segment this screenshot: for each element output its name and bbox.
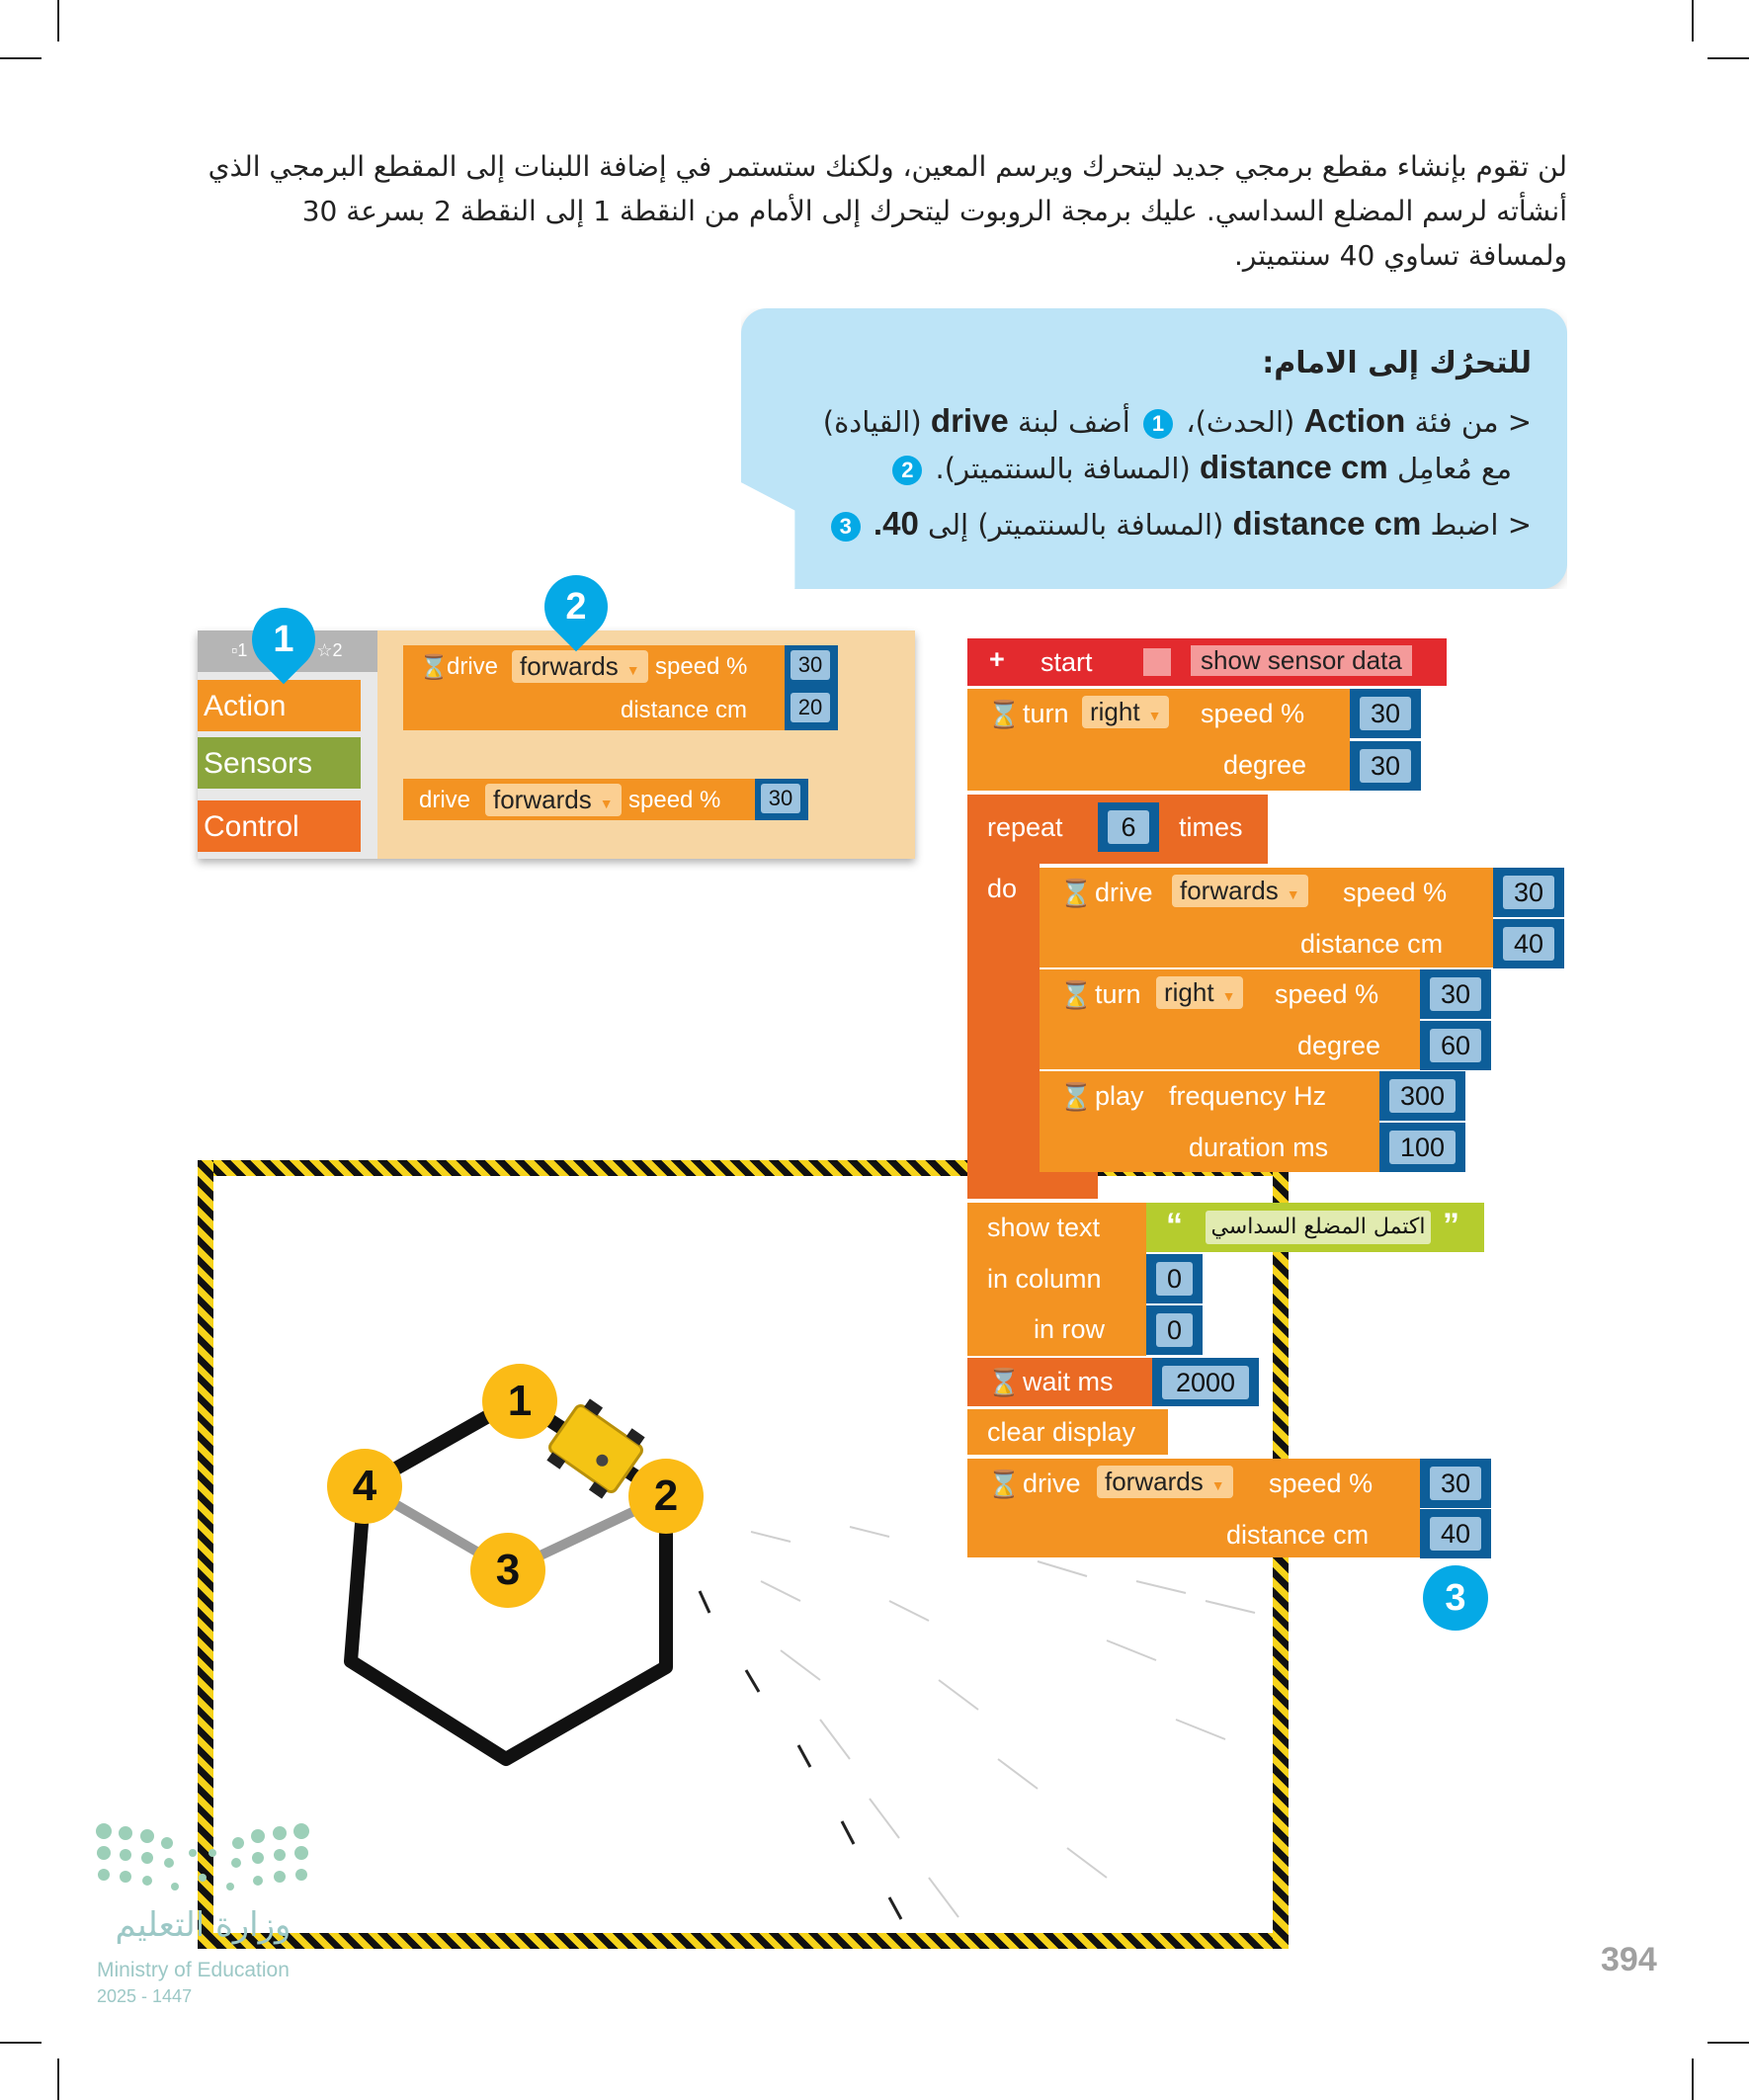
block-label: clear display	[987, 1417, 1136, 1447]
dropdown-arrow-icon: ▼	[1286, 886, 1300, 902]
speed-label: speed %	[1269, 1469, 1374, 1498]
dropdown-arrow-icon: ▼	[625, 662, 640, 678]
text: أضف لبنة	[1018, 405, 1130, 439]
value: 100	[1389, 1131, 1456, 1164]
point-4: 4	[327, 1449, 402, 1524]
ministry-logo-arabic: وزارة التعليم	[115, 1905, 292, 1945]
duration-label: duration ms	[1189, 1133, 1329, 1162]
block-label: drive	[1095, 878, 1153, 907]
hourglass-icon: ⌛	[419, 654, 449, 681]
callout-title: للتحرُك إلى الامام:	[1262, 346, 1532, 380]
marker-1: 1	[1143, 409, 1173, 439]
show-sensor-data-button[interactable]: show sensor data	[1191, 645, 1412, 676]
turn-block[interactable]	[967, 689, 1350, 791]
value: 20	[791, 693, 830, 722]
clear-display-block[interactable]	[967, 1409, 1168, 1455]
dropdown-value: right	[1164, 977, 1214, 1007]
hourglass-icon: ⌛	[987, 1470, 1021, 1499]
speed-label: speed %	[655, 653, 748, 680]
block-label: play	[1095, 1081, 1144, 1111]
distance-term: distance cm	[1199, 449, 1388, 485]
dropdown-arrow-icon: ▼	[1210, 1477, 1225, 1493]
value: 30	[761, 784, 800, 813]
dropdown-arrow-icon: ▼	[599, 796, 614, 811]
floor-dark-lines	[700, 1591, 901, 1919]
block-label: drive	[1023, 1469, 1081, 1498]
stop-icon[interactable]	[1143, 648, 1171, 676]
marker-pin-2-label: 2	[565, 586, 587, 628]
value: 30	[1360, 749, 1411, 783]
open-quote-icon: “	[1166, 1207, 1183, 1244]
value: 30	[791, 650, 830, 680]
repeat-label: repeat	[987, 812, 1063, 842]
repeat-do-arm	[967, 864, 1040, 1199]
frequency-value[interactable]	[1379, 1071, 1465, 1121]
direction-dropdown[interactable]	[1082, 696, 1169, 728]
value-term: 40.	[873, 505, 919, 542]
hourglass-icon: ⌛	[1059, 980, 1093, 1010]
category-control[interactable]: Control	[198, 800, 361, 852]
repeat-count[interactable]	[1098, 802, 1159, 852]
drive-block-final[interactable]	[967, 1459, 1420, 1557]
drive-block[interactable]	[1040, 868, 1493, 967]
direction-dropdown[interactable]	[1097, 1466, 1233, 1498]
drive-term: drive	[930, 402, 1009, 439]
value: 300	[1389, 1079, 1456, 1113]
floor-lines	[751, 1527, 1255, 1917]
ministry-logo-english: Ministry of Education	[97, 1959, 290, 1981]
speed-value[interactable]	[1493, 868, 1564, 917]
text-value[interactable]: اكتمل المضلع السداسي	[1206, 1211, 1431, 1244]
text: (القيادة)	[822, 405, 922, 439]
block-label: drive	[419, 787, 471, 813]
degree-label: degree	[1297, 1031, 1381, 1060]
close-quote-icon: ”	[1443, 1207, 1459, 1244]
value: 30	[1430, 977, 1481, 1011]
intro-paragraph: لن تقوم بإنشاء مقطع برمجي جديد ليتحرك ويرسم المعين، ولكنك ستستمر في إضافة اللبنات إلى المقطع البرمجي الذي أنشأته لرسم المضلع السداسي. عليك برمجة الروبوت ليتحرك إلى الأمام من النقطة 1 إلى النقطة 2 بسرعة 30 ولمسافة تساوي 40 سنتميتر.	[208, 150, 1567, 272]
category-sensors[interactable]: Sensors	[198, 737, 361, 789]
distance-label: distance cm	[1300, 929, 1444, 959]
row-value[interactable]	[1146, 1305, 1203, 1355]
turn-block[interactable]	[1040, 969, 1420, 1069]
text: < اضبط	[1430, 508, 1532, 542]
times-label: times	[1179, 812, 1243, 842]
speed-label: speed %	[628, 787, 721, 813]
ministry-logo-year: 2025 - 1447	[97, 1986, 193, 2006]
header-left: ▫1	[231, 640, 248, 660]
plus-icon: +	[989, 644, 1005, 674]
dropdown-value: forwards	[1105, 1467, 1204, 1496]
marker-3: 3	[831, 512, 861, 542]
do-label: do	[987, 874, 1018, 903]
point-3: 3	[470, 1533, 545, 1608]
distance-value[interactable]	[1420, 1509, 1491, 1558]
hourglass-icon: ⌛	[1059, 879, 1093, 908]
direction-dropdown[interactable]	[1156, 976, 1243, 1009]
header-right: ☆2	[316, 640, 343, 660]
row-label: in row	[1034, 1314, 1106, 1344]
ministry-logo-dots	[94, 1823, 311, 1892]
distance-value[interactable]	[1493, 919, 1564, 968]
value: 6	[1108, 810, 1149, 844]
arena-border-bottom	[198, 1933, 1289, 1949]
direction-dropdown[interactable]	[1172, 875, 1308, 907]
frequency-label: frequency Hz	[1169, 1081, 1327, 1111]
text: (الحدث)،	[1186, 405, 1295, 439]
value: 60	[1430, 1029, 1481, 1062]
repeat-bottom	[967, 1172, 1098, 1199]
marker-3: 3	[1423, 1565, 1488, 1631]
speed-value[interactable]	[1420, 969, 1491, 1019]
speed-value[interactable]	[1350, 689, 1421, 738]
speed-label: speed %	[1275, 979, 1379, 1009]
speed-label: speed %	[1201, 699, 1305, 728]
duration-value[interactable]	[1379, 1123, 1465, 1172]
show-text-block[interactable]	[967, 1203, 1146, 1356]
block-label: drive	[447, 653, 499, 680]
point-2: 2	[628, 1459, 704, 1534]
block-label: wait ms	[1023, 1367, 1114, 1396]
start-label: start	[1041, 647, 1093, 677]
value: 30	[1430, 1467, 1481, 1500]
hourglass-icon: ⌛	[1059, 1082, 1093, 1112]
hourglass-icon: ⌛	[987, 1368, 1021, 1397]
value: 2000	[1162, 1366, 1249, 1399]
distance-label: distance cm	[621, 697, 748, 723]
category-action[interactable]: Action	[198, 680, 361, 731]
show-text-label: show text	[987, 1213, 1101, 1242]
distance-label: distance cm	[1226, 1520, 1370, 1550]
column-value[interactable]	[1146, 1254, 1203, 1303]
distance-term: distance cm	[1232, 505, 1422, 542]
page-number: 394	[1601, 1941, 1657, 1978]
text: (المسافة بالسنتميتر).	[935, 452, 1191, 485]
hourglass-icon: ⌛	[987, 700, 1021, 729]
play-block[interactable]	[1040, 1071, 1379, 1172]
dropdown-arrow-icon: ▼	[1147, 708, 1162, 723]
action-term: Action	[1303, 402, 1406, 439]
dropdown-value: forwards	[1180, 876, 1279, 905]
degree-label: degree	[1223, 750, 1307, 780]
wait-block[interactable]	[967, 1358, 1152, 1406]
speed-label: speed %	[1343, 878, 1448, 907]
degree-value[interactable]	[1350, 741, 1421, 791]
block-label: turn	[1023, 699, 1069, 728]
block-label: turn	[1095, 979, 1141, 1009]
wait-value[interactable]	[1152, 1358, 1259, 1406]
speed-value[interactable]	[1420, 1459, 1491, 1508]
value: 30	[1503, 876, 1554, 909]
text: (المسافة بالسنتميتر) إلى	[928, 508, 1224, 542]
text: مع مُعامِل	[1396, 452, 1512, 485]
column-label: in column	[987, 1264, 1102, 1294]
marker-pin-1-label: 1	[273, 619, 294, 660]
text-string-block[interactable]	[1146, 1203, 1484, 1252]
degree-value[interactable]	[1420, 1021, 1491, 1070]
value: 0	[1156, 1313, 1193, 1347]
point-1: 1	[482, 1364, 557, 1439]
text: < من فئة	[1414, 405, 1532, 439]
start-block[interactable]	[967, 638, 1447, 686]
dropdown-value: right	[1090, 697, 1140, 726]
value: 0	[1156, 1262, 1193, 1296]
dropdown-value: forwards	[520, 651, 619, 681]
dropdown-arrow-icon: ▼	[1221, 988, 1236, 1004]
value: 40	[1430, 1517, 1481, 1551]
value: 40	[1503, 927, 1554, 961]
marker-2: 2	[892, 456, 922, 485]
dropdown-value: forwards	[493, 785, 592, 814]
value: 30	[1360, 697, 1411, 730]
